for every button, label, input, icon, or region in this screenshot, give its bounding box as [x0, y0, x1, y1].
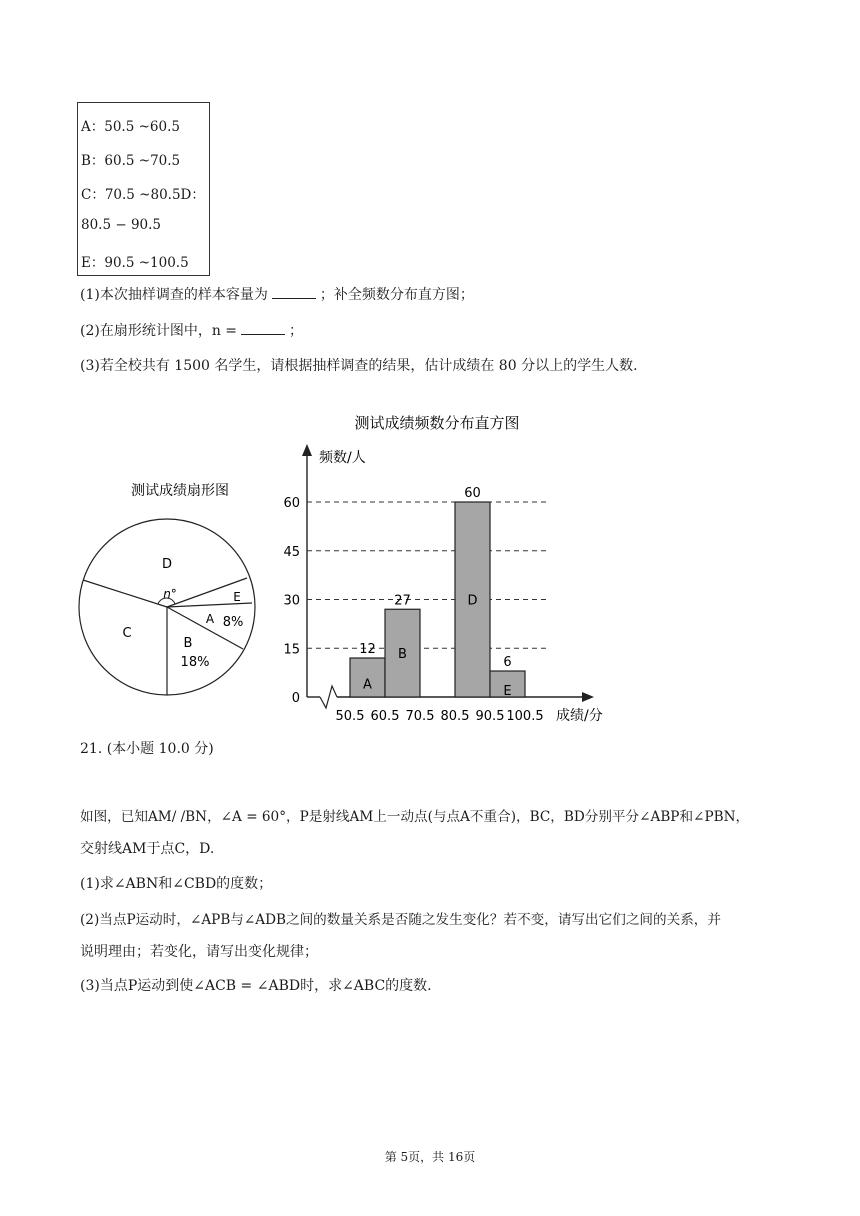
- bar-value-label: 12: [359, 642, 376, 657]
- pie-label-e: E: [233, 590, 241, 604]
- q21-header: 21. (本小题 10.0 分): [80, 741, 214, 757]
- bar-value-label: 6: [503, 655, 512, 670]
- pie-label-d: D: [161, 557, 173, 572]
- y-axis-arrow: [302, 444, 312, 456]
- x-axis-arrow: [582, 692, 594, 702]
- bar-category-label: B: [398, 647, 407, 663]
- pie-label-angle: n°: [163, 587, 177, 601]
- page-footer: 第 5页，共 16页: [384, 1150, 476, 1164]
- bar-category-label: A: [363, 677, 372, 693]
- pie-divider-dc: [83, 580, 167, 607]
- x-axis-label: 成绩/分: [556, 708, 603, 724]
- legend-line-d: 80.5 − 90.5: [81, 217, 162, 233]
- x-tick-label: 50.5: [335, 709, 365, 724]
- y-tick-label: 30: [283, 593, 300, 609]
- q21-part1: (1)求∠ABN和∠CBD的度数；: [80, 876, 273, 892]
- q20-part1-text: (1)本次抽样调查的样本容量为: [80, 287, 268, 303]
- bar-category-label: D: [467, 593, 478, 609]
- pie-label-b-pct: 18%: [180, 655, 210, 670]
- bar-value-label: 60: [464, 486, 481, 501]
- x-tick-label: 70.5: [405, 709, 435, 724]
- legend-line-c: C：70.5 ~80.5D：: [81, 187, 205, 203]
- q21-part3: (3)当点P运动到使∠ACB = ∠ABD时，求∠ABC的度数.: [80, 978, 432, 994]
- bar-category-label: E: [503, 684, 512, 699]
- pie-chart: [79, 519, 255, 695]
- y-tick-label: 45: [283, 544, 300, 560]
- q21-part2-line2: 说明理由；若变化，请写出变化规律；: [80, 944, 318, 960]
- pie-label-b: B: [183, 636, 193, 651]
- histogram-title: 测试成绩频数分布直方图: [354, 414, 520, 432]
- y-tick-label: 0: [291, 691, 300, 706]
- x-tick-label: 90.5: [475, 709, 505, 724]
- x-axis-break: [320, 686, 337, 708]
- q20-part3: (3)若全校共有 1500 名学生，请根据抽样调查的结果，估计成绩在 80 分以上的学生人数.: [80, 358, 638, 374]
- legend-line-e: E：90.5 ~100.5: [81, 255, 189, 271]
- q21-intro-line1: 如图，已知AM/ /BN，∠A = 60°，P是射线AM上一动点(与点A不重合)，BC，BD分别平分∠ABP和∠PBN，: [80, 809, 750, 825]
- q20-part2-tail: ；: [289, 323, 304, 339]
- q20-part2-text: (2)在扇形统计图中，n =: [80, 323, 238, 339]
- pie-label-a: A: [205, 612, 215, 626]
- legend-line-b: B：60.5 ~70.5: [81, 153, 181, 169]
- pie-title: 测试成绩扇形图: [131, 483, 229, 499]
- q20-part1-tail: ；补全频数分布直方图；: [319, 287, 474, 303]
- q21-part2-line1: (2)当点P运动时，∠APB与∠ADB之间的数量关系是否随之发生变化？若不变，请写出它们之间的关系，并: [80, 912, 721, 928]
- bar-value-label: 27: [394, 593, 411, 609]
- q21-intro-line2: 交射线AM于点C，D.: [80, 841, 215, 857]
- y-tick-label: 15: [283, 642, 300, 658]
- x-tick-label: 100.5: [506, 709, 544, 724]
- y-axis-label: 频数/人: [319, 450, 366, 466]
- histogram: [283, 444, 602, 724]
- x-tick-label: 80.5: [440, 709, 470, 724]
- pie-label-c: C: [122, 626, 132, 641]
- x-tick-label: 60.5: [370, 709, 400, 724]
- y-tick-label: 60: [283, 496, 300, 511]
- pie-label-a-pct: 8%: [222, 615, 244, 630]
- legend-line-a: A：50.5 ~60.5: [81, 119, 180, 135]
